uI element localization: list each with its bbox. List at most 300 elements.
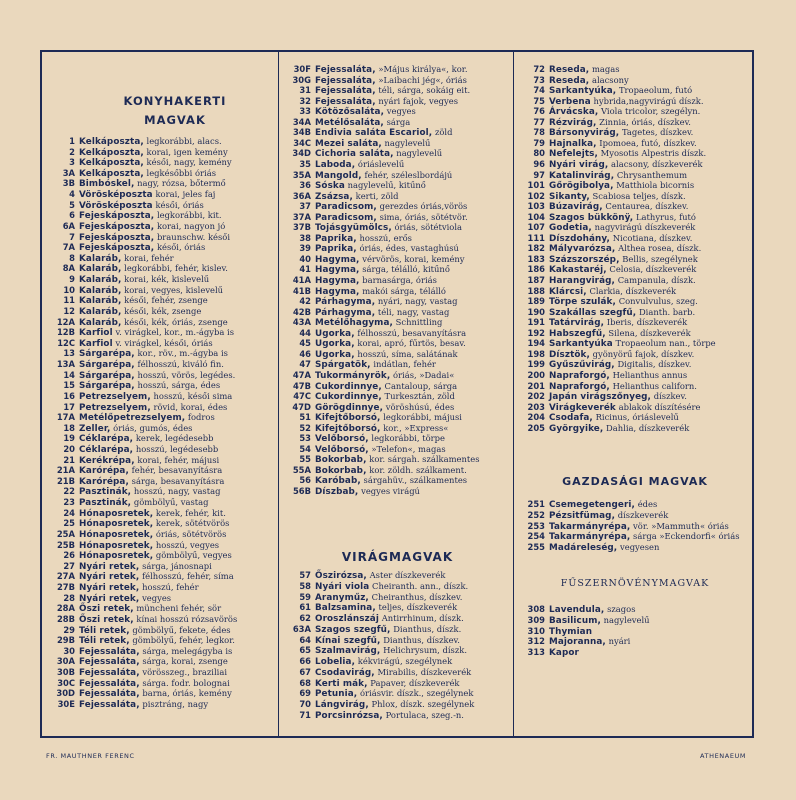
seed-name: Csemegetengeri,: [549, 500, 635, 510]
seed-name: Majoranna,: [549, 637, 606, 648]
seed-description: díszkev.: [653, 391, 687, 402]
item-number: 10: [63, 284, 75, 295]
item-number: 251: [527, 499, 545, 509]
seed-description: »Laibachi jég«, óriás: [378, 74, 467, 85]
seed-description: félhosszú, fehér, síma: [142, 571, 234, 582]
item-number: 35A: [292, 169, 311, 180]
item-number: 63A: [292, 623, 311, 634]
seed-name: Kerékrépa,: [79, 455, 135, 466]
seed-name: Dísztök,: [549, 349, 590, 360]
seed-description: Cheiranthus, díszkev.: [371, 591, 463, 602]
seed-name: Kapor: [549, 648, 579, 659]
seed-description: Cheiranth. ann., díszk.: [372, 580, 469, 591]
item-number: 25A: [56, 528, 75, 539]
seed-name: Kínai szegfű,: [315, 635, 381, 646]
item-number: 51: [299, 412, 311, 423]
seed-description: édes: [637, 499, 658, 509]
seed-description: müncheni fehér, sör: [136, 603, 222, 614]
seed-name: Gőrögibolya,: [549, 181, 614, 192]
item-number: 28: [63, 592, 75, 603]
item-number: 33: [299, 106, 311, 117]
seed-name: Kalaráb,: [79, 306, 122, 317]
seed-name: Párhagyma,: [315, 307, 376, 318]
seed-name: Paradicsom,: [315, 212, 377, 223]
seed-description: vöröshúsú, édes: [385, 401, 455, 412]
seed-description: díszkeverék: [617, 509, 669, 520]
item-number: 16: [63, 390, 75, 401]
seed-description: legkorábbi, törpe: [371, 433, 445, 444]
item-number: 47D: [292, 401, 311, 412]
seed-description: késői, óriás: [156, 242, 206, 253]
item-number: 19: [63, 433, 75, 444]
printer-credit: FR. MAUTHNER FERENC: [46, 752, 135, 760]
seed-description: sárga, melegágyba is: [142, 645, 233, 656]
seed-name: Metélőpetrezselyem,: [79, 413, 186, 424]
seed-name: Mályvarózsa,: [549, 244, 616, 255]
seed-description: Helianthus californ.: [612, 380, 697, 391]
item-number: 8: [69, 252, 75, 263]
item-number: 68: [299, 677, 311, 688]
seed-description: sárga: [386, 116, 411, 127]
seed-description: gömbölyű, vastag: [133, 497, 209, 508]
item-number: 61: [299, 602, 311, 613]
item-number: 1: [69, 136, 75, 146]
seed-name: Takarmányrépa,: [549, 532, 631, 543]
seed-description: kerti, zöld: [355, 190, 399, 201]
seed-name: Paprika,: [315, 233, 357, 244]
seed-name: Fejessaláta,: [79, 699, 140, 710]
seed-name: Napraforgó,: [549, 370, 610, 381]
seed-name: Kalaráb,: [79, 253, 122, 264]
seed-description: rövid, korai, édes: [153, 401, 228, 412]
item-number: 80: [533, 148, 545, 159]
seed-description: nagylevelű: [396, 148, 443, 159]
seed-name: Tukormányrök,: [315, 370, 391, 381]
seed-name: Metélőhagyma,: [315, 318, 393, 329]
seed-description: gömbölyű, vegyes: [155, 550, 232, 561]
seed-description: korai, fehér: [124, 252, 174, 263]
seed-name: Nyári retek,: [79, 572, 140, 583]
item-number: 17A: [56, 412, 75, 423]
item-number: 198: [527, 348, 545, 359]
seed-name: Fejessaláta,: [315, 65, 376, 75]
item-number: 30C: [57, 677, 75, 688]
item-number: 253: [527, 520, 545, 531]
seed-name: Pézsitfümag,: [549, 510, 616, 521]
item-number: 34A: [292, 116, 311, 127]
seed-name: Zsázsa,: [315, 191, 353, 202]
seed-description: fodros: [187, 412, 215, 423]
item-number: 34D: [292, 148, 311, 159]
item-number: 21B: [56, 475, 75, 486]
seed-description: Zinnia, óriás, díszkev.: [599, 116, 691, 127]
seed-description: Antirrhinum, díszk.: [381, 613, 464, 623]
seed-description: Turkesztán, zöld: [384, 391, 455, 402]
item-number: 34B: [292, 127, 311, 138]
seed-description: alacsony, díszkeverék: [611, 158, 703, 169]
seed-description: óriás, gumós, édes: [113, 422, 193, 433]
seed-description: kor., röv., m.-ágyba is: [137, 348, 228, 359]
seed-description: Cantaloup, sárga: [384, 380, 458, 391]
item-number: 59: [299, 591, 311, 602]
item-number: 191: [527, 317, 545, 328]
seed-description: nyári: [608, 636, 631, 647]
seed-name: Japán virágszőnyeg,: [549, 392, 651, 403]
seed-name: Céklarépa,: [79, 434, 134, 445]
item-number: 5: [69, 199, 75, 210]
item-number: 199: [527, 359, 545, 370]
seed-description: késői, kék, óriás, zsenge: [124, 316, 228, 327]
seed-name: Hónaposretek,: [79, 529, 154, 540]
seed-description: Iberis, díszkeverék: [606, 317, 688, 328]
seed-description: sárga, télálló, kitűnő: [362, 264, 450, 275]
seed-name: Napraforgó,: [549, 381, 610, 392]
seed-name: Szagos bükkönÿ,: [549, 212, 634, 223]
seed-description: nagylevelű: [384, 137, 431, 148]
seed-name: Endivia saláta Escariol,: [315, 128, 433, 139]
seed-name: Fejeskáposzta,: [79, 221, 155, 232]
seed-name: Hónaposretek,: [79, 540, 154, 551]
seed-name: Metélősaláta,: [315, 117, 384, 128]
seed-description: óriás, »Dadai«: [393, 369, 455, 380]
item-number: 27B: [56, 582, 75, 593]
item-number: 22: [63, 486, 75, 497]
seed-name: Sárgarépa,: [79, 370, 135, 381]
seed-name: Sárgarépa,: [79, 360, 135, 371]
item-number: 56: [299, 475, 311, 486]
seed-name: Csodavirág,: [315, 667, 375, 678]
seed-name: Fejessaláta,: [79, 678, 140, 689]
item-number: 27: [63, 560, 75, 571]
item-number: 21: [63, 454, 75, 465]
item-number: 24: [63, 507, 75, 518]
seed-name: Kelkáposzta,: [79, 137, 144, 147]
seed-description: Dianth. barb.: [638, 306, 696, 317]
item-number: 3B: [62, 178, 75, 189]
item-number: 75: [533, 95, 545, 106]
item-number: 71: [299, 709, 311, 720]
seed-name: Téli retek,: [79, 636, 130, 647]
seed-description: késői, nagy, kemény: [146, 157, 232, 168]
heading-magvak: MAGVAK: [144, 113, 206, 127]
item-number: 104: [527, 211, 545, 222]
seed-description: nagy, rózsa, bőtermő: [137, 178, 226, 189]
item-number: 78: [533, 127, 545, 138]
item-number: 310: [527, 625, 545, 636]
item-number: 74: [533, 85, 545, 96]
seed-name: Lobelia,: [315, 657, 356, 667]
item-number: 36A: [292, 190, 311, 201]
seed-name: Karórépa,: [79, 476, 129, 487]
seed-description: hosszú, vörös, legédes.: [137, 369, 236, 380]
item-number: 28A: [56, 603, 75, 614]
seed-description: Digitalis, díszkev.: [617, 359, 692, 370]
seed-name: Kötözősaláta,: [315, 107, 385, 118]
seed-name: Fejessaláta,: [315, 86, 376, 97]
item-number: 205: [527, 422, 545, 433]
seed-description: vegyes: [386, 106, 416, 117]
seed-name: Hagyma,: [315, 286, 360, 297]
seed-description: Schnittling: [395, 317, 443, 328]
seed-name: Cichoria saláta,: [315, 149, 394, 160]
item-number: 38: [299, 232, 311, 243]
item-number: 18: [63, 422, 75, 433]
item-number: 62: [299, 613, 311, 623]
seed-name: Pasztinák,: [79, 498, 132, 509]
seed-description: korai, igen kemény: [146, 146, 228, 157]
seed-name: Kifejtőborsó,: [315, 423, 381, 434]
seed-name: Nyári retek,: [79, 593, 140, 604]
seed-name: Cukordinnye,: [315, 392, 382, 403]
seed-name: Rézvirág,: [549, 117, 597, 128]
item-number: 103: [527, 201, 545, 212]
seed-description: kékvirágú, szegélynek: [357, 656, 453, 666]
seed-description: szagos: [607, 604, 636, 614]
seed-name: Szakállas szegfű,: [549, 307, 637, 318]
seed-description: hosszú, síma, salátának: [357, 348, 458, 359]
item-number: 30: [63, 645, 75, 656]
seed-name: Balzsamina,: [315, 603, 376, 614]
seed-name: Thymian: [549, 626, 593, 637]
seed-description: Chrysanthemum: [616, 169, 688, 180]
seed-description: fehér, széleslbordájú: [364, 169, 453, 180]
seed-name: Téli retek,: [79, 625, 130, 636]
seed-description: Silena, díszkeverék: [608, 327, 691, 338]
seed-name: Hagyma,: [315, 265, 360, 276]
seed-name: Sárgarépa,: [79, 381, 135, 392]
item-number: 6: [69, 210, 75, 221]
seed-description: barnasárga, óriás: [362, 275, 437, 285]
item-number: 9: [69, 274, 75, 285]
item-number: 57: [299, 570, 311, 580]
item-number: 102: [527, 190, 545, 201]
item-number: 192: [527, 327, 545, 338]
item-number: 37: [299, 201, 311, 212]
item-number: 194: [527, 338, 545, 349]
seed-name: Petrezselyem,: [79, 391, 151, 402]
seed-description: teljes, díszkeverék: [378, 602, 458, 613]
seed-description: v. virágkel, kor., m.-ágyba is: [115, 327, 234, 338]
seed-description: Celosia, díszkeverék: [609, 264, 697, 275]
seed-description: sárga, jánosnapi: [142, 560, 212, 571]
item-number: 41A: [292, 275, 311, 285]
seed-description: óriás, sötétvörös: [155, 528, 227, 539]
seed-name: Oroszlánszáj: [315, 614, 379, 624]
item-number: 32: [299, 95, 311, 106]
seed-name: Hajnalka,: [549, 138, 597, 149]
item-number: 27A: [56, 571, 75, 582]
seed-description: Matthiola bicornis: [616, 180, 695, 191]
seed-description: kerek, sötétvörös: [155, 518, 230, 529]
item-number: 36: [299, 180, 311, 191]
seed-description: barna, óriás, kemény: [142, 688, 232, 699]
item-number: 186: [527, 264, 545, 275]
item-number: 201: [527, 380, 545, 391]
seed-name: Porcsinrózsa,: [315, 710, 383, 721]
seed-name: Klárcsi,: [549, 286, 587, 297]
item-number: 43A: [292, 317, 311, 328]
item-number: 79: [533, 137, 545, 148]
seed-description: Aster díszkeverék: [369, 570, 446, 580]
seed-name: Karóbab,: [315, 476, 361, 487]
seed-name: Hagyma,: [315, 254, 360, 265]
seed-name: Kalaráb,: [79, 275, 122, 286]
seed-description: ablakok díszítésére: [618, 401, 701, 412]
seed-name: Pasztinák,: [79, 487, 132, 498]
seed-name: Hagyma,: [315, 276, 360, 286]
item-number: 111: [527, 232, 545, 243]
item-number: 182: [527, 243, 545, 254]
seed-description: nyári fajok, vegyes: [378, 95, 459, 106]
seed-name: Kakastaréj,: [549, 265, 607, 276]
seed-description: korai, vegyes, kislevelű: [124, 284, 224, 295]
seed-description: hosszú, nagy, vastag: [133, 486, 221, 497]
seed-name: Szagos szegfű,: [315, 624, 391, 635]
seed-description: késői, óriás: [155, 199, 204, 210]
seed-description: óriás, édes, vastaghúsú: [359, 243, 459, 254]
seed-description: hybrida,nagyvirágú díszk.: [593, 95, 704, 106]
item-number: 46: [299, 348, 311, 359]
seed-name: Velőborsó,: [315, 444, 369, 455]
seed-name: Aranyműz,: [315, 592, 369, 603]
seed-description: indátlan, fehér: [373, 359, 436, 370]
item-number: 64: [299, 634, 311, 645]
seed-name: Nyári retek,: [79, 583, 140, 594]
item-number: 25B: [56, 539, 75, 550]
item-number: 13A: [56, 359, 75, 370]
item-number: 252: [527, 509, 545, 520]
seed-name: Díszbab,: [315, 487, 359, 497]
seed-name: Nyári retek,: [79, 561, 140, 572]
item-number: 189: [527, 296, 545, 307]
heading-viragmagvak: VIRÁGMAGVAK: [341, 550, 454, 564]
seed-name: Basilicum,: [549, 615, 601, 626]
seed-name: Lavendula,: [549, 605, 605, 615]
seed-name: Kerti mák,: [315, 678, 368, 689]
seed-name: Búzavirág,: [549, 202, 603, 213]
seed-description: kerek, fehér, kit.: [155, 507, 226, 518]
item-number: 55A: [292, 464, 311, 475]
item-number: 47B: [292, 380, 311, 391]
seed-name: Ugorka,: [315, 349, 355, 360]
item-number: 30E: [57, 698, 75, 709]
seed-description: sárga »Eckendorfi« óriás: [633, 531, 740, 542]
item-number: 12: [63, 305, 75, 316]
seed-name: Mangold,: [315, 170, 362, 181]
seed-name: Százszorszép,: [549, 254, 620, 265]
seed-name: Vörösképoszta: [79, 200, 153, 211]
seed-name: Spárgatök,: [315, 360, 371, 371]
seed-description: Tropaeolum, futó: [618, 85, 693, 96]
seed-description: vörösszeg., braziliai: [142, 667, 227, 677]
seed-description: sima, óriás, sötétvör.: [379, 211, 468, 222]
seed-description: félhosszú, besavanyításra: [357, 327, 467, 338]
item-number: 39: [299, 243, 311, 254]
item-number: 77: [533, 116, 545, 127]
seed-description: Phlox, díszk. szegélynek: [371, 699, 475, 709]
seed-description: zöld: [434, 127, 453, 138]
seed-description: téli, nagy, vastag: [377, 306, 450, 317]
seed-description: vegyes virágú: [361, 486, 420, 496]
seed-name: Harangvirág,: [549, 276, 615, 286]
seed-name: Paprika,: [315, 244, 357, 255]
seed-description: magas: [591, 64, 620, 74]
seed-description: korai, kék, kislevelű: [124, 274, 210, 285]
seed-description: késői, kék, zsenge: [124, 305, 202, 316]
item-number: 42B: [292, 306, 311, 317]
seed-name: Őszirózsa,: [315, 571, 367, 581]
seed-description: Convulvulus, szeg.: [618, 296, 698, 307]
seed-name: Árvácska,: [549, 107, 599, 118]
seed-name: Katalinvirág,: [549, 170, 615, 181]
item-number: 190: [527, 306, 545, 317]
seed-name: Díszdohány,: [549, 233, 610, 244]
item-number: 14: [63, 369, 75, 380]
seed-description: nagyvirágú díszkeverék: [594, 222, 696, 233]
item-number: 7A: [62, 242, 75, 253]
seed-description: kerek, legédesebb: [135, 433, 214, 444]
seed-name: Párhagyma,: [315, 297, 376, 308]
seed-description: »Telefon«, magas: [371, 443, 446, 454]
seed-description: hosszú, késői sima: [153, 390, 233, 401]
seed-name: Szalmavirág,: [315, 646, 381, 657]
seed-description: Dahlia, díszkeverék: [606, 422, 690, 433]
item-number: 309: [527, 614, 545, 625]
seed-description: kínai hosszú rózsavörös: [136, 613, 238, 624]
item-number: 44: [299, 327, 311, 338]
seed-name: Kalaráb,: [79, 317, 122, 328]
seed-description: kor., »Express«: [383, 422, 449, 433]
seed-name: Bokorbab,: [315, 465, 367, 476]
item-number: 8A: [62, 263, 75, 274]
item-number: 66: [299, 656, 311, 666]
item-number: 73: [533, 74, 545, 85]
item-number: 188: [527, 285, 545, 296]
seed-description: Mirabilis, díszkeverék: [377, 666, 472, 677]
seed-description: sárga, korai, zsenge: [142, 656, 228, 667]
seed-name: Györgyike,: [549, 423, 604, 434]
seed-name: Fejessaláta,: [79, 646, 140, 657]
item-number: 312: [527, 636, 545, 647]
seed-description: hosszú, vegyes: [155, 539, 220, 550]
seed-description: korai, jeles faj: [155, 189, 216, 200]
item-number: 200: [527, 369, 545, 380]
seed-description: Tropaeolum nan., törpe: [615, 338, 716, 349]
seed-name: Nyári virág,: [549, 159, 609, 170]
publisher-credit: ATHENAEUM: [700, 752, 747, 760]
item-number: 12A: [56, 316, 75, 327]
seed-description: Helichrysum, díszk.: [383, 645, 467, 656]
seed-name: Őszi retek,: [79, 614, 134, 625]
seed-description: Ipomoea, futó, díszkev.: [599, 137, 697, 148]
item-number: 56B: [292, 486, 311, 496]
seed-name: Cukordinnye,: [315, 381, 382, 392]
seed-name: Paradicsom,: [315, 202, 377, 213]
item-number: 107: [527, 222, 545, 233]
item-number: 40: [299, 253, 311, 264]
seed-description: késői, fehér, zsenge: [124, 295, 208, 306]
item-number: 25: [63, 518, 75, 529]
item-number: 29: [63, 624, 75, 635]
seed-description: sárga. fodr. bolognai: [142, 677, 230, 688]
item-number: 97: [533, 169, 545, 180]
seed-name: Sóska: [315, 181, 345, 192]
item-number: 20: [63, 443, 75, 454]
seed-name: Kelkáposzta,: [79, 147, 144, 158]
seed-description: korai, nagyon jó: [156, 220, 226, 231]
item-number: 41B: [292, 285, 311, 296]
seed-name: Hónaposretek,: [79, 508, 154, 519]
